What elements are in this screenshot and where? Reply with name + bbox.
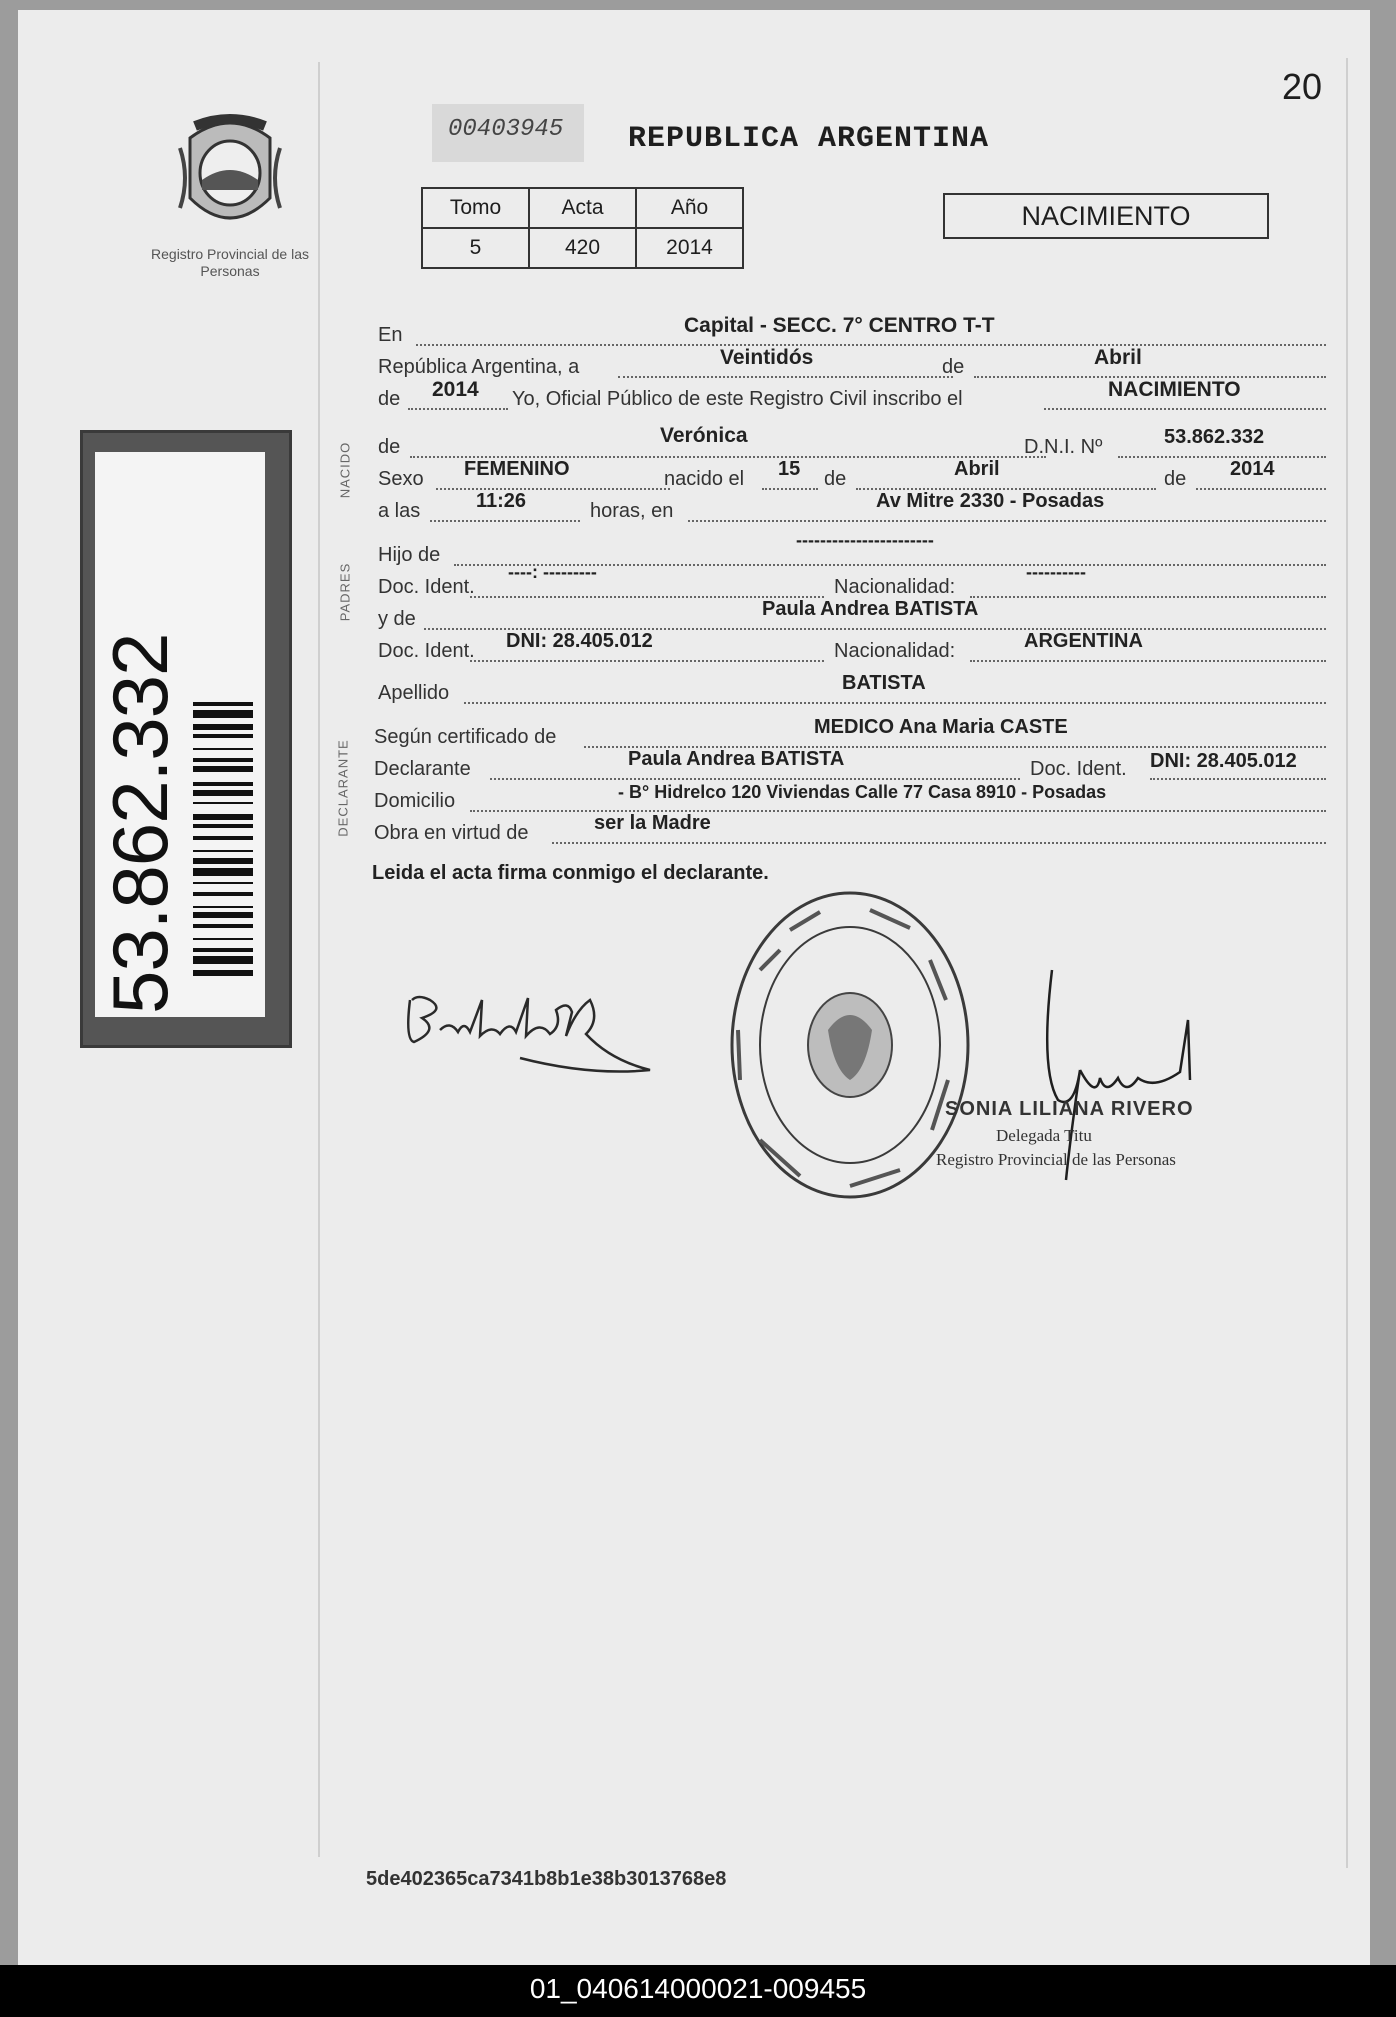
barcode bbox=[95, 454, 265, 1014]
official-office: Registro Provincial de las Personas bbox=[936, 1150, 1176, 1169]
tomo-value: 5 bbox=[422, 228, 529, 268]
value-year: 2014 bbox=[432, 378, 479, 401]
anio-value: 2014 bbox=[636, 228, 743, 268]
row-name bbox=[378, 424, 1326, 460]
left-margin-line bbox=[318, 62, 320, 1857]
value-certificate: MEDICO Ana Maria CASTE bbox=[814, 716, 1068, 738]
row-time bbox=[378, 490, 1326, 524]
section-label-declarant: DECLARANTE bbox=[335, 739, 351, 837]
value-birthplace: Av Mitre 2330 - Posadas bbox=[876, 490, 1105, 512]
row-mother bbox=[378, 598, 1326, 632]
label-horas-en: horas, en bbox=[590, 500, 674, 522]
label-sexo: Sexo bbox=[378, 468, 424, 490]
official-name: SONIA LILIANA RIVERO bbox=[945, 1098, 1194, 1120]
label-de-birth-year: de bbox=[1164, 468, 1187, 490]
label-de-month: de bbox=[942, 356, 965, 378]
row-capacity bbox=[374, 812, 1326, 846]
barcode-number: 53.862.332 bbox=[96, 633, 184, 1014]
value-mother: Paula Andrea BATISTA bbox=[762, 598, 979, 620]
anio-header: Año bbox=[636, 188, 743, 228]
value-surname: BATISTA bbox=[842, 672, 926, 694]
label-en: En bbox=[378, 324, 403, 346]
row-declarant bbox=[374, 748, 1326, 782]
label-republic: República Argentina, a bbox=[378, 356, 580, 378]
document-header: REPUBLICA ARGENTINA bbox=[628, 122, 990, 156]
label-nacido-el: nacido el bbox=[664, 468, 745, 490]
footer-code: 01_040614000021-009455 bbox=[529, 1973, 867, 2004]
value-capacity: ser la Madre bbox=[594, 812, 711, 834]
acta-value: 420 bbox=[529, 228, 636, 268]
book-table bbox=[421, 187, 744, 269]
label-de-name: de bbox=[378, 436, 401, 458]
label-domicilio: Domicilio bbox=[374, 790, 456, 812]
official-title: Delegada Titu bbox=[996, 1126, 1092, 1145]
right-margin-line bbox=[1346, 58, 1348, 1868]
value-record: NACIMIENTO bbox=[1108, 378, 1241, 401]
provincial-emblem-icon bbox=[170, 108, 290, 238]
tomo-header: Tomo bbox=[422, 188, 529, 228]
document-hash: 5de402365ca7341b8b1e38b3013768e8 bbox=[366, 1868, 727, 1890]
value-mother-doc: DNI: 28.405.012 bbox=[506, 630, 653, 652]
value-father-doc: ----: --------- bbox=[508, 562, 597, 582]
label-inscribe: Yo, Oficial Público de este Registro Civil inscribo el bbox=[512, 388, 963, 410]
section-label-born: NACIDO bbox=[337, 441, 353, 499]
row-date bbox=[378, 346, 1326, 380]
value-sex: FEMENINO bbox=[464, 458, 570, 480]
label-dni: D.N.I. Nº bbox=[1024, 436, 1103, 458]
value-birth-month: Abril bbox=[954, 458, 1000, 480]
record-type-box: NACIMIENTO bbox=[943, 193, 1269, 239]
label-father-doc: Doc. Ident. bbox=[378, 576, 475, 598]
value-day: Veintidós bbox=[720, 346, 814, 369]
value-birth-day: 15 bbox=[778, 458, 801, 480]
label-declarante: Declarante bbox=[374, 758, 471, 780]
value-declarant: Paula Andrea BATISTA bbox=[628, 748, 845, 770]
row-sex bbox=[378, 458, 1326, 492]
row-father-doc bbox=[378, 562, 1326, 600]
section-label-parents: PADRES bbox=[337, 562, 353, 622]
value-birth-year: 2014 bbox=[1230, 458, 1275, 480]
row-certificate bbox=[374, 716, 1326, 750]
label-mother-doc: Doc. Ident. bbox=[378, 640, 475, 662]
read-note: Leida el acta firma conmigo el declarante. bbox=[372, 862, 769, 884]
barcode-bars bbox=[193, 536, 253, 976]
row-year bbox=[378, 378, 1326, 412]
label-de-year: de bbox=[378, 388, 401, 410]
label-hijo-de: Hijo de bbox=[378, 544, 441, 566]
label-declarant-doc: Doc. Ident. bbox=[1030, 758, 1127, 780]
row-place bbox=[378, 314, 1326, 348]
value-dni: 53.862.332 bbox=[1164, 426, 1265, 448]
page-number: 20 bbox=[1282, 66, 1323, 107]
declarant-signature bbox=[400, 980, 670, 1090]
label-father-nationality: Nacionalidad: bbox=[834, 576, 956, 598]
label-a-las: a las bbox=[378, 500, 421, 522]
value-father: ----------------------- bbox=[796, 530, 934, 550]
row-mother-doc bbox=[378, 630, 1326, 664]
row-surname bbox=[378, 672, 1326, 706]
label-obra-en-virtud: Obra en virtud de bbox=[374, 822, 529, 844]
value-address: - B° Hidrelco 120 Viviendas Calle 77 Casa 8910 - Posadas bbox=[618, 782, 1107, 802]
registry-name: Registro Provincial de las Personas bbox=[151, 246, 309, 279]
value-month: Abril bbox=[1094, 346, 1142, 369]
serial-number: 00403945 bbox=[448, 116, 564, 143]
value-name: Verónica bbox=[660, 424, 748, 447]
label-apellido: Apellido bbox=[378, 682, 450, 704]
value-time: 11:26 bbox=[476, 490, 527, 512]
value-place: Capital - SECC. 7° CENTRO T-T bbox=[684, 314, 995, 337]
value-father-nationality: ---------- bbox=[1026, 562, 1086, 582]
value-mother-nationality: ARGENTINA bbox=[1024, 630, 1143, 652]
label-segun-certificado: Según certificado de bbox=[374, 726, 557, 748]
label-mother-nationality: Nacionalidad: bbox=[834, 640, 956, 662]
row-address bbox=[374, 782, 1326, 814]
label-y-de: y de bbox=[378, 608, 416, 630]
value-declarant-doc: DNI: 28.405.012 bbox=[1150, 750, 1297, 772]
acta-header: Acta bbox=[529, 188, 636, 228]
label-de-birth-month: de bbox=[824, 468, 847, 490]
